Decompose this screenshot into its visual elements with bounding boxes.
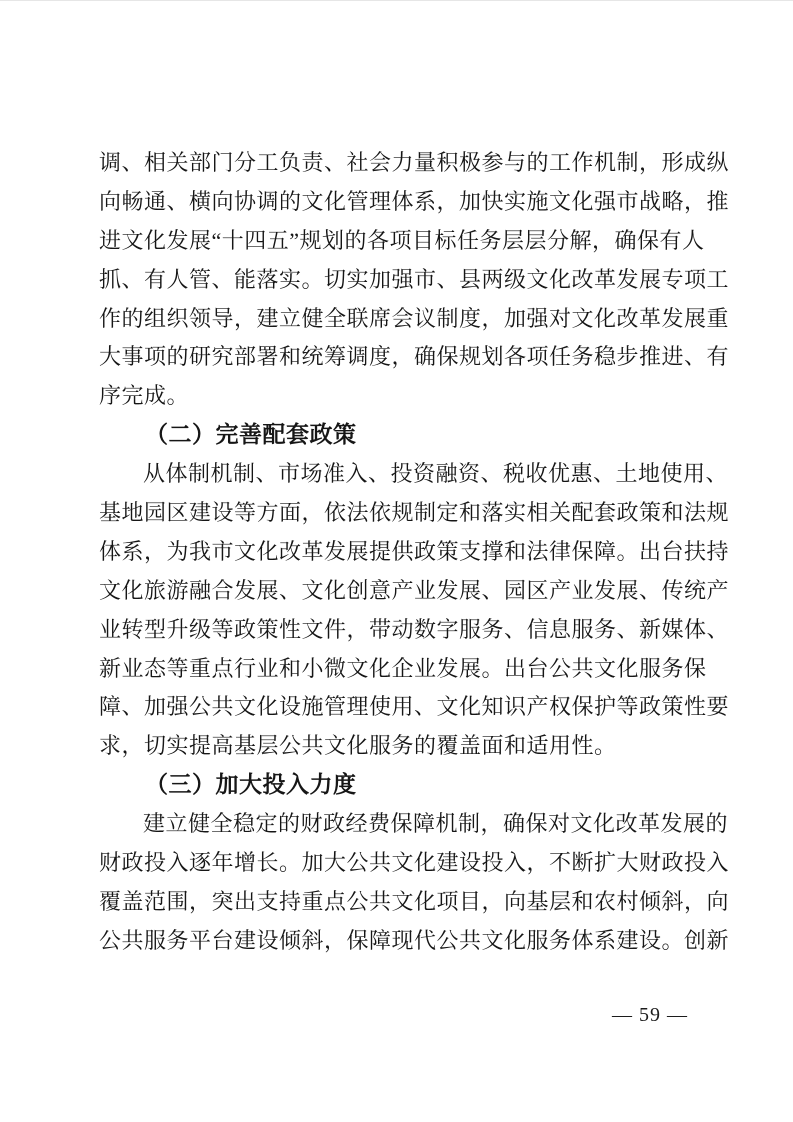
page-number: — 59 — bbox=[612, 1004, 688, 1026]
body-line: 基地园区建设等方面，依法依规制定和落实相关配套政策和法规 bbox=[99, 500, 730, 526]
body-line: 调、相关部门分工负责、社会力量积极参与的工作机制，形成纵 bbox=[99, 150, 730, 175]
section-heading-2: （二）完善配套政策 bbox=[145, 422, 357, 448]
body-line-paragraph-start: 建立健全稳定的财政经费保障机制，确保对文化改革发展的 bbox=[143, 811, 729, 837]
body-line: 文化旅游融合发展、文化创意产业发展、园区产业发展、传统产 bbox=[99, 577, 730, 603]
body-line: 障、加强公共文化设施管理使用、文化知识产权保护等政策性要 bbox=[99, 694, 730, 720]
body-line: 向畅通、横向协调的文化管理体系，加快实施文化强市战略，推 bbox=[99, 188, 730, 214]
body-line: 进文化发展“十四五”规划的各项目标任务层层分解，确保有人 bbox=[99, 227, 705, 253]
body-line: 财政投入逐年增长。加大公共文化建设投入，不断扩大财政投入 bbox=[99, 850, 730, 876]
section-heading-3: （三）加大投入力度 bbox=[145, 772, 357, 798]
body-line: 新业态等重点行业和小微文化企业发展。出台公共文化服务保 bbox=[99, 655, 707, 681]
body-line: 大事项的研究部署和统筹调度，确保规划各项任务稳步推进、有 bbox=[99, 344, 730, 370]
document-body bbox=[99, 144, 730, 961]
document-page bbox=[0, 1, 793, 1122]
body-line: 体系，为我市文化改革发展提供政策支撑和法律保障。出台扶持 bbox=[99, 538, 730, 564]
body-line-paragraph-end: 求，切实提高基层公共文化服务的覆盖面和适用性。 bbox=[99, 733, 617, 759]
body-line-paragraph-start: 从体制机制、市场准入、投资融资、税收优惠、土地使用、 bbox=[143, 461, 729, 487]
body-line-paragraph-end: 序完成。 bbox=[99, 383, 190, 409]
body-line: 公共服务平台建设倾斜，保障现代公共文化服务体系建设。创新 bbox=[99, 927, 730, 953]
body-line: 业转型升级等政策性文件，带动数字服务、信息服务、新媒体、 bbox=[99, 616, 730, 642]
body-line: 作的组织领导，建立健全联席会议制度，加强对文化改革发展重 bbox=[99, 305, 730, 331]
body-line: 覆盖范围，突出支持重点公共文化项目，向基层和农村倾斜，向 bbox=[99, 888, 730, 914]
body-line: 抓、有人管、能落实。切实加强市、县两级文化改革发展专项工 bbox=[99, 266, 730, 292]
